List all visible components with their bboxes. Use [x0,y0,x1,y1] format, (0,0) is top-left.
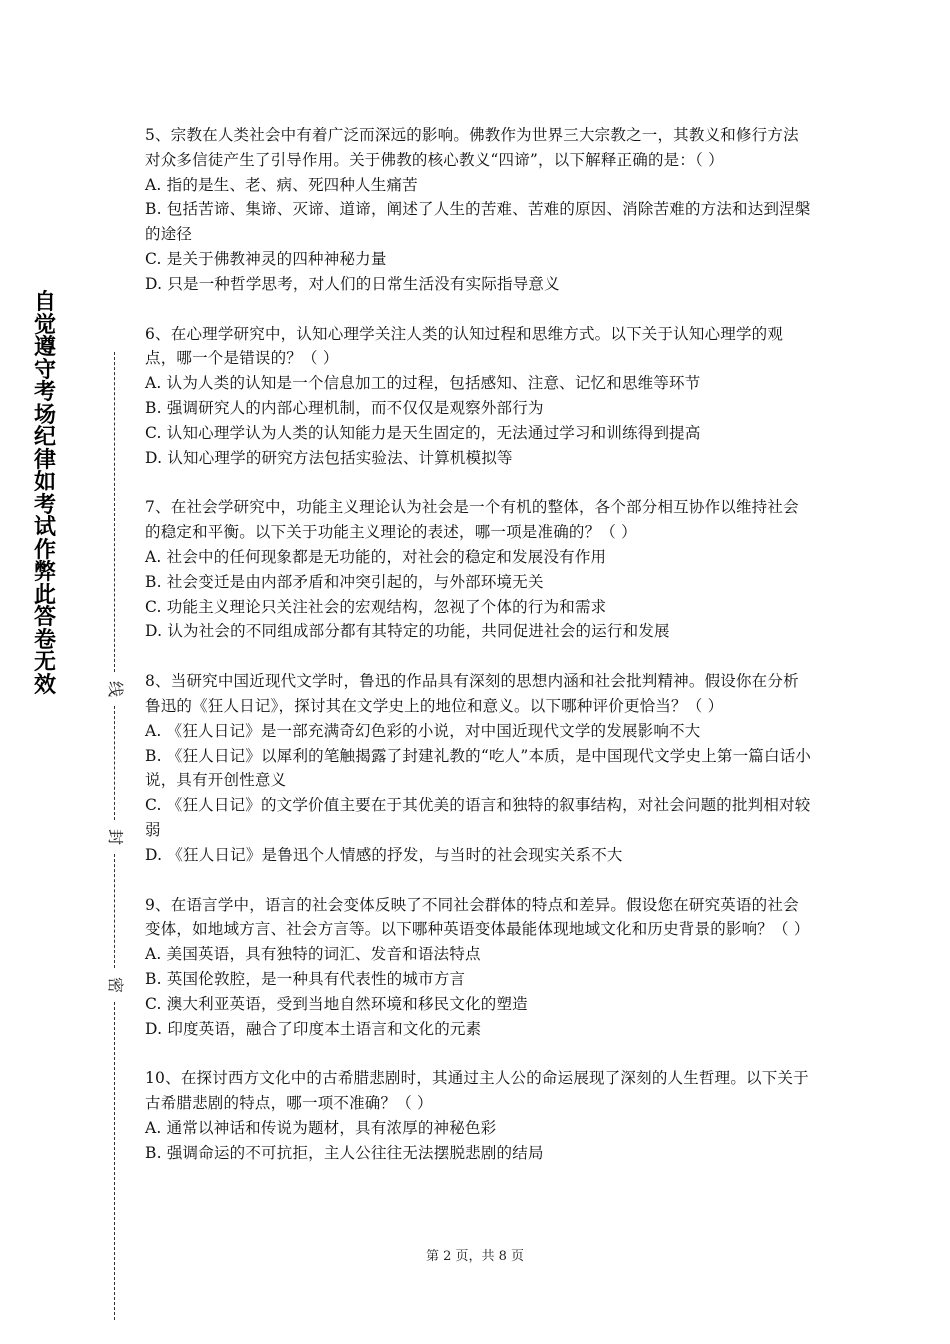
binding-mark-seal: 封 [106,828,125,845]
option-a: A. 《狂人日记》是一部充满奇幻色彩的小说，对中国近现代文学的发展影响不大 [145,721,701,740]
option-b: B. 包括苦谛、集谛、灭谛、道谛，阐述了人生的苦难、苦难的原因、消除苦难的方法和达到涅槃的途径 [145,200,811,244]
option-a: A. 美国英语，具有独特的词汇、发音和语法特点 [145,945,481,964]
option-a: A. 认为人类的认知是一个信息加工的过程，包括感知、注意、记忆和思维等环节 [145,374,701,393]
exam-discipline-notice: 自觉遵守考场纪律如考试作弊此答卷无效 [33,290,56,698]
option-c: C. 《狂人日记》的文学价值主要在于其优美的语言和独特的叙事结构，对社会问题的批判相对较弱 [145,796,811,839]
option-a: A. 通常以神话和传说为题材，具有浓厚的神秘色彩 [145,1118,497,1137]
question-6 [145,322,813,471]
question-stem: 7、在社会学研究中，功能主义理论认为社会是一个有机的整体，各个部分相互协作以维持社会的稳定和平衡。以下关于功能主义理论的表述，哪一项是准确的？（ ） [145,498,799,542]
option-d: D. 认知心理学的研究方法包括实验法、计算机模拟等 [145,448,513,467]
option-d: D. 只是一种哲学思考，对人们的日常生活没有实际指导意义 [145,274,560,293]
question-stem: 10、在探讨西方文化中的古希腊悲剧时，其通过主人公的命运展现了深刻的人生哲理。以下关于古希腊悲剧的特点，哪一项不准确？（ ） [145,1069,809,1113]
binding-dashed-line [114,706,115,820]
option-c: C. 是关于佛教神灵的四种神秘力量 [145,249,387,268]
option-c: C. 认知心理学认为人类的认知能力是天生固定的，无法通过学习和训练得到提高 [145,423,701,442]
option-b: B. 英国伦敦腔，是一种具有代表性的城市方言 [145,969,466,988]
question-5 [145,123,813,297]
binding-mark-secret: 密 [106,976,125,993]
option-d: D. 认为社会的不同组成部分都有其特定的功能，共同促进社会的运行和发展 [145,622,670,641]
option-b: B. 社会变迁是由内部矛盾和冲突引起的，与外部环境无关 [145,572,544,591]
binding-dashed-line [114,1002,115,1320]
question-stem: 8、当研究中国近现代文学时，鲁迅的作品具有深刻的思想内涵和社会批判精神。假设你在分析鲁迅的《狂人日记》，探讨其在文学史上的地位和意义。以下哪种评价更恰当？（ ） [145,672,799,715]
option-b: B. 强调命运的不可抗拒，主人公往往无法摆脱悲剧的结局 [145,1143,544,1162]
option-b: B. 强调研究人的内部心理机制，而不仅仅是观察外部行为 [145,398,544,417]
question-9 [145,893,813,1042]
page-number: 第 2 页，共 8 页 [425,1249,525,1264]
option-a: A. 社会中的任何现象都是无功能的，对社会的稳定和发展没有作用 [145,547,607,566]
option-d: D. 《狂人日记》是鲁迅个人情感的抒发，与当时的社会现实关系不大 [145,845,623,864]
binding-dashed-line [114,854,115,968]
option-c: C. 功能主义理论只关注社会的宏观结构，忽视了个体的行为和需求 [145,597,607,616]
question-7 [145,495,813,644]
question-stem: 6、在心理学研究中，认知心理学关注人类的认知过程和思维方式。以下关于认知心理学的观点，哪一个是错误的？（ ） [145,324,784,368]
question-8 [145,669,813,867]
question-10 [145,1066,813,1165]
binding-dashed-line [114,352,115,672]
question-stem: 9、在语言学中，语言的社会变体反映了不同社会群体的特点和差异。假设您在研究英语的社会变体，如地域方言、社会方言等。以下哪种英语变体最能体现地域文化和历史背景的影响？（ ） [145,895,810,939]
option-a: A. 指的是生、老、病、死四种人生痛苦 [145,175,418,194]
question-stem: 5、宗教在人类社会中有着广泛而深远的影响。佛教作为世界三大宗教之一，其教义和修行方法对众多信徒产生了引导作用。关于佛教的核心教义“四谛”，以下解释正确的是：（ ） [145,126,799,169]
option-d: D. 印度英语，融合了印度本土语言和文化的元素 [145,1019,482,1038]
question-list [145,123,813,1190]
binding-mark-line: 线 [106,680,125,697]
option-b: B. 《狂人日记》以犀利的笔触揭露了封建礼教的“吃人”本质，是中国现代文学史上第一篇白话小说，具有开创性意义 [145,746,812,790]
option-c: C. 澳大利亚英语，受到当地自然环境和移民文化的塑造 [145,994,528,1013]
